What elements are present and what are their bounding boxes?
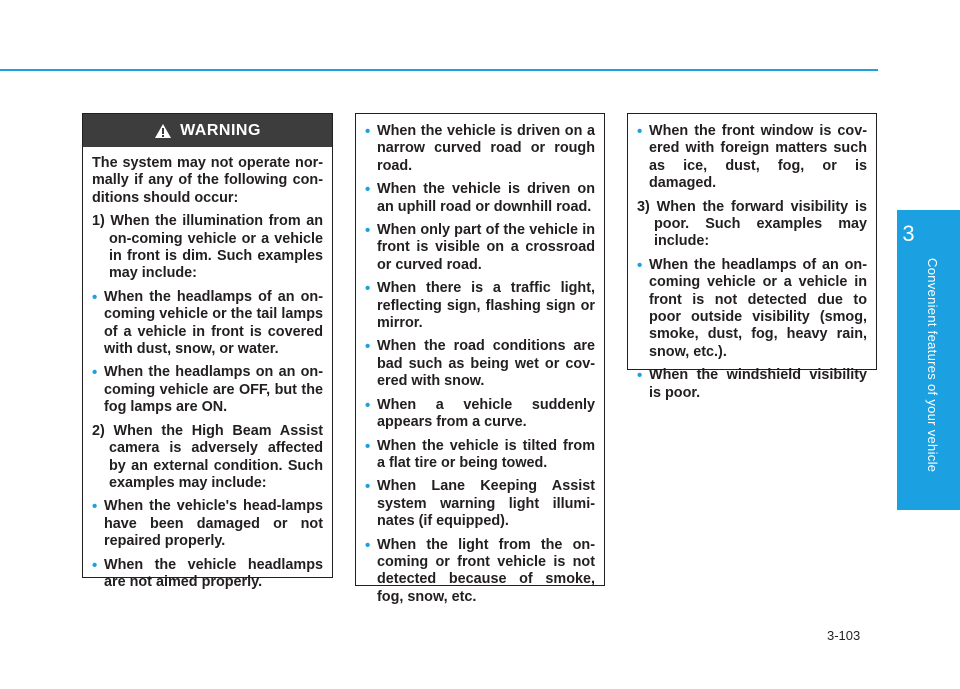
list-item: • When a vehicle suddenly appears from a curve. bbox=[365, 397, 595, 432]
conditions-box-right bbox=[627, 113, 877, 401]
list-item: • When there is a traffic light, reflecting sign, flashing sign or mirror. bbox=[365, 280, 595, 332]
list-item: • When the vehicle headlamps are not aimed properly. bbox=[92, 557, 323, 592]
list-item: • When the vehicle is driven on an uphill road or downhill road. bbox=[365, 181, 595, 216]
warning-header bbox=[83, 114, 332, 147]
warning-triangle-icon bbox=[154, 123, 172, 139]
warning-intro: The system may not operate nor-mally if any of the following con-ditions should occur: bbox=[92, 155, 323, 206]
chapter-title: Convenient features of your vehicle bbox=[925, 258, 940, 473]
warning-content bbox=[83, 147, 332, 591]
list-item: • When the windshield visibility is poor. bbox=[637, 367, 867, 402]
condition-3: 3) When the forward visibility is poor. Such examples may include: bbox=[637, 198, 867, 250]
list-item: • When only part of the vehicle in front is visible on a crossroad or curved road. bbox=[365, 222, 595, 274]
list-item: • When the headlamps of an on-coming vehicle or the tail lamps of a vehicle in front is covered with dust, snow, or water. bbox=[92, 289, 323, 359]
page-number: 3-103 bbox=[827, 628, 861, 643]
list-item: • When the vehicle is driven on a narrow curved road or rough road. bbox=[365, 123, 595, 175]
warning-box bbox=[82, 113, 333, 590]
conditions-content bbox=[628, 114, 876, 402]
list-item: • When the light from the on-coming or front vehicle is not detected because of smoke, fog, snow, etc. bbox=[365, 537, 595, 607]
list-item: • When Lane Keeping Assist system warning light illumi-nates (if equipped). bbox=[365, 478, 595, 530]
warning-title: WARNING bbox=[180, 121, 261, 139]
conditions-box-middle bbox=[355, 113, 605, 605]
condition-1: 1) When the illumination from an on-coming vehicle or a vehicle in front is dim. Such examples may include: bbox=[92, 213, 323, 282]
list-item: • When the vehicle is tilted from a flat tire or being towed. bbox=[365, 438, 595, 473]
chapter-number: 3 bbox=[902, 221, 915, 246]
chapter-tab bbox=[897, 210, 960, 510]
list-item: • When the road conditions are bad such as being wet or cov-ered with snow. bbox=[365, 338, 595, 390]
list-item: • When the front window is cov-ered with foreign matters such as ice, dust, fog, or is damaged. bbox=[637, 123, 867, 193]
header-rule bbox=[0, 69, 878, 71]
condition-2: 2) When the High Beam Assist camera is adversely affected by an external condition. Such examples may include: bbox=[92, 422, 323, 491]
list-item: • When the vehicle's head-lamps have been damaged or not repaired properly. bbox=[92, 498, 323, 550]
list-item: • When the headlamps on an on-coming vehicle are OFF, but the fog lamps are ON. bbox=[92, 364, 323, 416]
list-item: • When the headlamps of an on-coming vehicle or a vehicle in front is not detected due to poor outside visibility (smog, smoke, dust, fog, heavy rain, snow, etc.). bbox=[637, 257, 867, 361]
conditions-content bbox=[356, 114, 604, 606]
